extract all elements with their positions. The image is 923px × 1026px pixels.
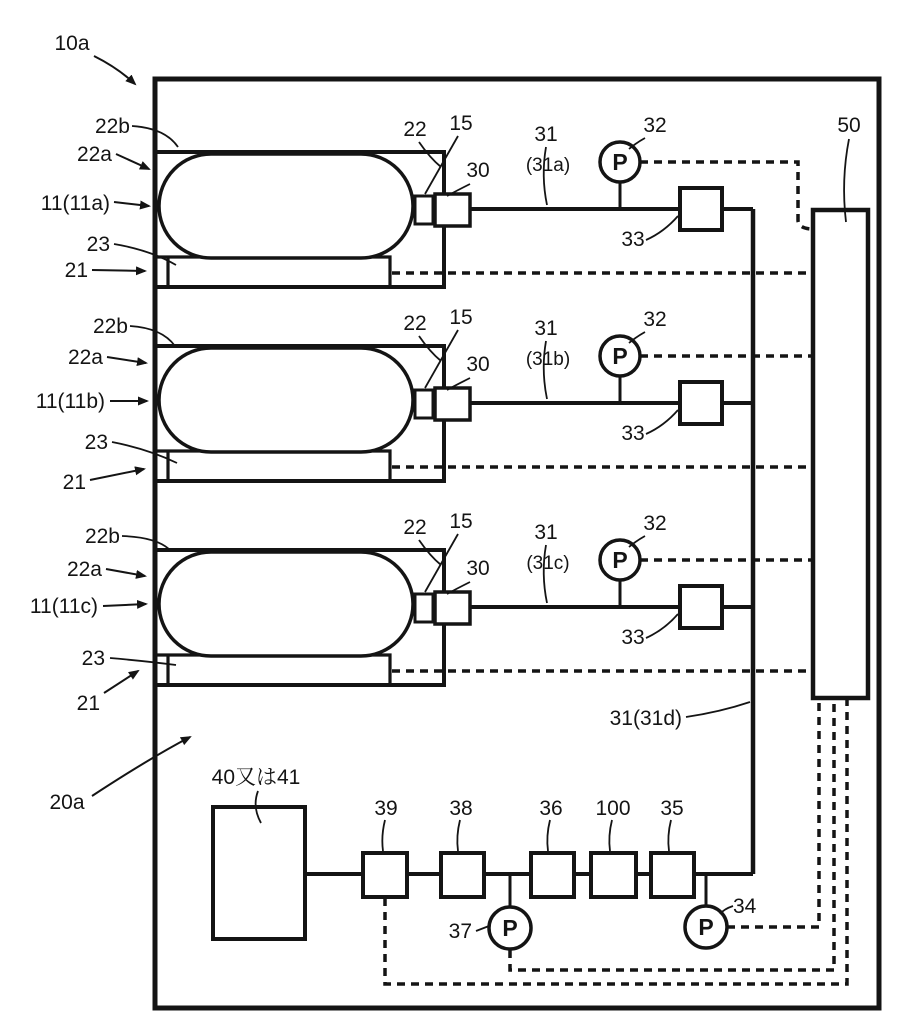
device-33-box <box>680 382 722 424</box>
label-35: 35 <box>660 797 684 820</box>
label-23: 23 <box>81 647 105 670</box>
valve-100-box <box>591 853 636 897</box>
leader-37 <box>476 926 489 931</box>
leader-15 <box>425 330 458 388</box>
valve-39-box <box>363 853 407 897</box>
leader-15 <box>425 534 458 592</box>
tank-row-1 <box>155 112 812 287</box>
label-31b: (31b) <box>525 349 571 370</box>
label-31: 31 <box>534 521 558 544</box>
tank-base-plate <box>155 655 390 685</box>
device-33-box <box>680 586 722 628</box>
arrow-22a <box>107 357 146 363</box>
label-15: 15 <box>449 510 473 533</box>
leader-36 <box>547 820 550 851</box>
arrow-10a <box>94 56 135 84</box>
gas-tank-capsule <box>159 348 413 452</box>
arrow-11a <box>114 202 149 206</box>
label-40-or-41: 40又は41 <box>211 766 301 789</box>
gauge-signal-dashed <box>640 162 811 229</box>
gauge-letter: P <box>612 149 628 175</box>
label-23: 23 <box>86 233 110 256</box>
leader-38 <box>457 820 460 851</box>
leader-31d <box>686 702 750 717</box>
label-11a: 11(11a) <box>40 192 110 215</box>
label-33: 33 <box>621 228 645 251</box>
gauge-letter: P <box>612 343 628 369</box>
arrow-20a <box>92 737 190 796</box>
label-22: 22 <box>403 312 427 335</box>
leader-100 <box>609 820 612 851</box>
valve-15-box <box>415 196 433 224</box>
leader-15 <box>425 136 458 194</box>
arrow-22a <box>116 154 149 169</box>
label-22a: 22a <box>66 558 102 581</box>
arrow-21 <box>90 469 144 480</box>
label-22: 22 <box>403 516 427 539</box>
valve-30-box <box>435 592 470 624</box>
leader-22 <box>419 540 441 565</box>
tank-base-plate <box>155 451 390 481</box>
label-31: 31 <box>534 123 558 146</box>
tank-row-3 <box>155 510 812 685</box>
arrow-21 <box>104 671 138 693</box>
label-23: 23 <box>84 431 108 454</box>
label-31: 31 <box>534 317 558 340</box>
label-21: 21 <box>62 471 86 494</box>
label-22a: 22a <box>67 346 103 369</box>
label-34: 34 <box>733 895 757 918</box>
gauge-letter: P <box>698 914 714 940</box>
leader-34 <box>720 906 733 914</box>
label-10a: 10a <box>54 32 90 55</box>
gas-tank-capsule <box>159 154 413 258</box>
leader-22b <box>122 536 169 549</box>
valve-36-box <box>531 853 574 897</box>
arrow-11c <box>103 604 146 606</box>
valve-38-box <box>441 853 484 897</box>
label-15: 15 <box>449 112 473 135</box>
label-21: 21 <box>76 692 100 715</box>
label-31d: 31(31d) <box>609 707 682 730</box>
tank-row-2 <box>155 306 812 481</box>
valve-15-box <box>415 390 433 418</box>
leader-23 <box>110 658 176 665</box>
label-22b: 22b <box>94 115 130 138</box>
label-37: 37 <box>448 920 472 943</box>
label-33: 33 <box>621 422 645 445</box>
label-11b: 11(11b) <box>35 390 105 413</box>
label-50: 50 <box>837 114 861 137</box>
device-33-box <box>680 188 722 230</box>
label-31c: (31c) <box>526 553 570 574</box>
leader-33 <box>646 410 678 434</box>
leader-22 <box>419 336 441 361</box>
label-36: 36 <box>539 797 563 820</box>
tank-base-plate <box>155 257 390 287</box>
valve-15-box <box>415 594 433 622</box>
label-22b: 22b <box>84 525 120 548</box>
leader-35 <box>668 820 671 851</box>
arrow-21 <box>92 270 145 271</box>
label-38: 38 <box>449 797 473 820</box>
gauge-letter: P <box>502 915 518 941</box>
label-15: 15 <box>449 306 473 329</box>
label-32: 32 <box>643 512 667 535</box>
gauge-37-signal-dashed <box>510 700 834 970</box>
label-22b: 22b <box>92 315 128 338</box>
label-30: 30 <box>466 557 490 580</box>
gas-tank-capsule <box>159 552 413 656</box>
valve-30-box <box>435 194 470 226</box>
label-30: 30 <box>466 159 490 182</box>
label-11c: 11(11c) <box>29 595 98 618</box>
source-box-40-41 <box>213 807 305 939</box>
arrow-22a <box>106 569 145 576</box>
gauge-34-signal-dashed <box>727 700 819 927</box>
label-22: 22 <box>403 118 427 141</box>
label-20a: 20a <box>49 791 85 814</box>
label-22a: 22a <box>76 143 112 166</box>
label-31a: (31a) <box>525 155 571 176</box>
control-unit-50-box <box>813 210 868 698</box>
valve-35-box <box>651 853 694 897</box>
label-33: 33 <box>621 626 645 649</box>
label-30: 30 <box>466 353 490 376</box>
leader-39 <box>382 820 385 851</box>
label-32: 32 <box>643 308 667 331</box>
valve-30-box <box>435 388 470 420</box>
label-21: 21 <box>64 259 88 282</box>
label-39: 39 <box>374 797 398 820</box>
label-100: 100 <box>595 797 631 820</box>
gauge-letter: P <box>612 547 628 573</box>
leader-33 <box>646 216 678 240</box>
label-32: 32 <box>643 114 667 137</box>
leader-33 <box>646 614 678 638</box>
leader-22 <box>419 142 441 167</box>
